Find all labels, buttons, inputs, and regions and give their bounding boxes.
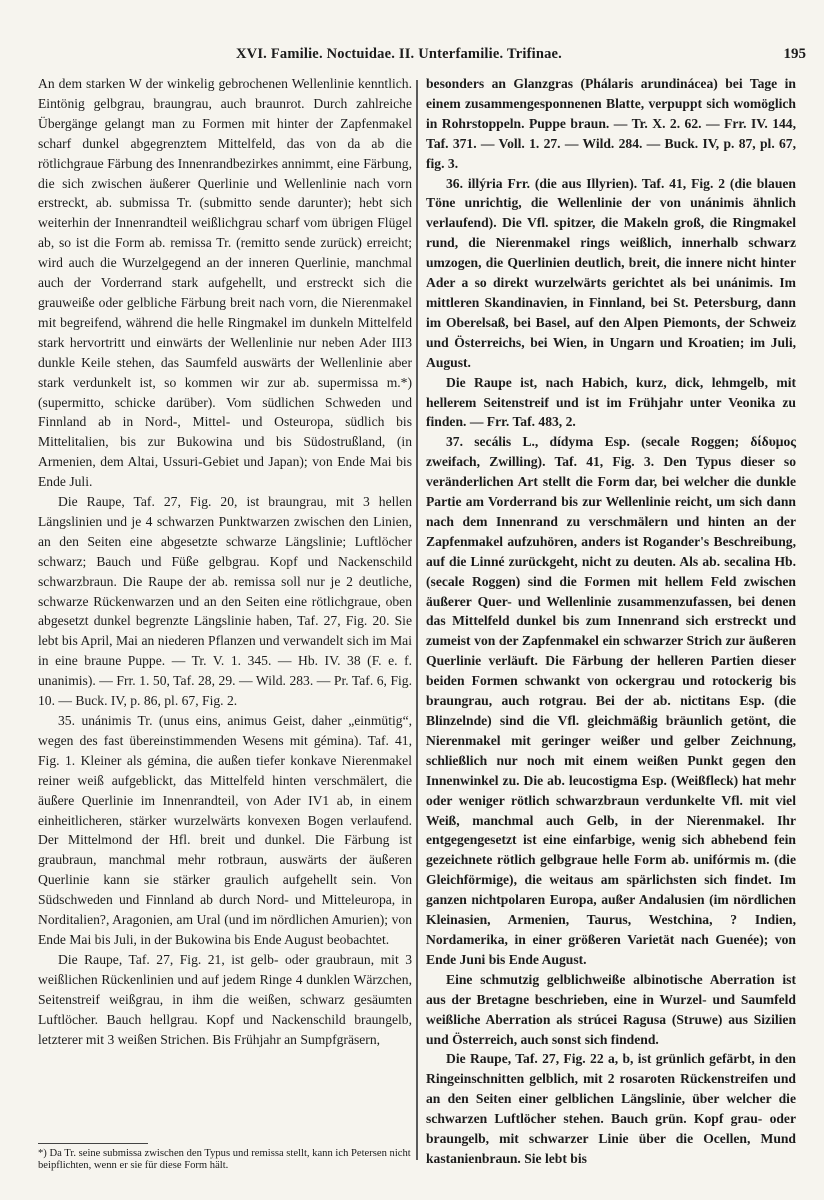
right-paragraph-1: besonders an Glanzgras (Phálaris arundinácea) bei Tage in einem zusammengesponnenen Blatte, verpuppt sich womöglich in Rohrstoppeln. Puppe braun. — Tr. X. 2. 62. — Frr. IV. 144, Taf. 371. — Voll. 1. 27. — Wild. 284. — Buck. IV, p. 87, pl. 67, fig. 3. <box>426 76 796 171</box>
page-number: 195 <box>783 46 806 62</box>
left-paragraph-2: Die Raupe, Taf. 27, Fig. 20, ist braungrau, mit 3 hellen Längslinien und je 4 schwarzen Punktwarzen zwischen den Linien, an den Seiten eine abgesetzte schwarze Längslinie; Luftlöcher schwarz; Bauch und Füße gelbgrau. Kopf und Nackenschild schwarzbraun. Die Raupe der ab. remissa soll nur je 2 deutliche, schwarze Rückenwarzen und an den Seiten eine rötlichgraue, oben abgesetzt dunkel begrenzte Längslinie haben, Taf. 27, Fig. 20. Sie lebt bis April, Mai an niederen Pflanzen und verwandelt sich im Mai in eine braune Puppe. — Tr. V. 1. 345. — Hb. IV. 38 (F. e. f. unanimis). — Frr. 1. 50, Taf. 28, 29. — Wild. 283. — Pr. Taf. 6, Fig. 10. — Buck. IV, p. 86, pl. 67, Fig. 2. <box>38 494 412 709</box>
left-paragraph-3: 35. unánimis Tr. (unus eins, animus Geist, daher „einmütig“, wegen des fast übereinstimmenden Wesens mit gémina). Taf. 41, Fig. 1. Kleiner als gémina, die außen tiefer konkave Nierenmakel reiner weiß aufgeblickt, das Mittelfeld hinten verschmälert, die äußere Querlinie im Innenrandteil, von Ader IV1 ab, in einem einheitlicheren, stärker wurzelwärts konvexen Bogen verlaufend. Der Mittelmond der Hfl. breit und dunkel. Die Färbung ist graubraun, manchmal mehr rotbraun, auswärts der äußeren Querlinie kann sie stärker graulich aufgehellt sein. Von Südschweden und Finnland ab durch Nord- und Mitteleuropa, in Norditalien?, Aragonien, am Ural (und im nördlichen Amurien); von Ende Mai bis Juli, in der Bukowina bis Ende August beobachtet. <box>38 713 412 947</box>
right-paragraph-6: Die Raupe, Taf. 27, Fig. 22 a, b, ist grünlich gefärbt, in den Ringeinschnitten gelblich, mit 2 rosaroten Rückenstreifen und an den Seiten einer gelblichen Längslinie, über welcher die schwarzen Luftlöcher stehen. Bauch grün. Kopf grau- oder braungelb, mit schwarzer Linie über die Ocellen, Mund kastanienbraun. Sie lebt bis <box>426 1051 796 1166</box>
left-paragraph-1: An dem starken W der winkelig gebrochenen Wellenlinie kenntlich. Eintönig gelbgrau, braungrau, auch braunrot. Durch zahlreiche Übergänge gelangt man zu Formen mit hinter der Zapfenmakel scharf dunkel abgegrenztem Mittelfeld, das von da ab die rötlichgraue Färbung des Innenrandbezirkes annimmt, eine Färbung, die sich zwischen äußerer Querlinie und Wellenlinie nach vorn erstreckt, ab. submissa Tr. (submitto sende darunter); hebt sich weiterhin der Innenrandteil weißlichgrau scharf vom übrigen Flügel ab, so ist die Form ab. remissa Tr. (remitto sende zurück) erreicht; wird auch die Wurzelgegend an der inneren Querlinie, manchmal auch der Vorderrand stark aufgehellt, und erstreckt sich die grauweiße oder gelbliche Färbung breit nach vorn, die Nierenmakel mit begreifend, während die helle Ringmakel im dunkeln Mittelfeld stark hervortritt und einwärts der Wellenlinie nur neben Ader III3 dunkle Keile stehen, das Saumfeld auswärts der Wellenlinie aber stark verdunkelt ist, so kommen wir zur ab. supermissa m.*) (supermitto, schicke darüber). Vom südlichen Schweden und Finnland ab in Nord-, Mittel- und Osteuropa, südlich bis Mittelitalien, bis zur Bukowina und bis Südostrußland, (in Armenien, dem Altai, Ussuri-Gebiet und Japan); von Ende Mai bis Ende Juli. <box>38 76 412 490</box>
right-paragraph-3: Die Raupe ist, nach Habich, kurz, dick, lehmgelb, mit hellerem Seitenstreif und ist im Frühjahr unter Veonika zu finden. — Frr. Taf. 483, 2. <box>426 374 796 430</box>
footnote: *) Da Tr. seine submissa zwischen den Typus und remissa stellt, kann ich Petersen nicht beipflichten, wenn er sie für diese Form hält. <box>38 1148 411 1171</box>
right-column <box>426 74 796 1169</box>
footnote-rule <box>38 1143 148 1144</box>
column-divider <box>416 80 418 1160</box>
left-paragraph-4: Die Raupe, Taf. 27, Fig. 21, ist gelb- oder graubraun, mit 3 weißlichen Rückenlinien und auf jedem Ringe 4 dunklen Wärzchen, Seitenstreif weißgrau, in ihm die weißen, schwarz gesäumten Luftlöcher. Bauch hellgrau. Kopf und Nackenschild braungelb, letzterer mit 3 weißen Strichen. Bis Frühjahr an Sumpfgräsern, <box>38 951 412 1047</box>
right-paragraph-4: 37. secális L., dídyma Esp. (secale Roggen; δίδυμος zweifach, Zwilling). Taf. 41, Fig. 3. Den Typus dieser so veränderlichen Art stellt die Form dar, bei welcher die dunkle Partie am Vorderrand bis zur Wellenlinie reicht, um sich dann nach dem Innenrand zu verschmälern und hinten an der Zapfenmakel aufzuhören, anders ist Rogander's Beschreibung, auf die Linné zurückgeht, nicht zu deuten. Als ab. secalina Hb. (secale Roggen) sind die Formen mit hellem Feld zwischen äußerer Quer- und Wellenlinie zusammenzufassen, bei denen das Mittelfeld dunkel bis zum Innenrand sich erstreckt und zumeist von der Zapfenmakel ein schwarzer Strich zur äußeren Querlinie verläuft. Die Färbung der helleren Partien dieser beiden Formen schwankt von ockergrau und rotockerig bis braungrau, auch rotgrau. Bei der ab. nictitans Esp. (die Blinzelnde) sind die Vfl. gleichmäßig bräunlich getönt, die Nierenmakel mit geringer weißer und gelber Zeichnung, schließlich nur noch mit einem weißen Punkt gegen den Innenwinkel zu. Die ab. leucostigma Esp. (Weißfleck) hat mehr oder weniger rötlich schwarzbraun verdunkelte Vfl. mit viel Weiß, manchmal auch Gelb, in der Nierenmakel. Ihr entgegengesetzt ist eine einfarbige, wenig sich abhebend fein gezeichnete rötlich gelbgraue helle Form ab. unifórmis m. (die Gleichförmige), die weitaus am spärlichsten sich findet. Im ganzen nichtpolaren Europa, außer Andalusien (im nördlichen Kleinasien, Armenien, Taurus, Westchina, ? Indien, Nordamerika, in einer größeren Varietät nach Guenée); von Ende Juni bis Ende August. <box>426 434 796 967</box>
header-title: XVI. Familie. Noctuidae. II. Unterfamilie. Trifinae. <box>236 46 563 62</box>
right-paragraph-5: Eine schmutzig gelblichweiße albinotische Aberration ist aus der Bretagne beschrieben, eine in Wurzel- und Saumfeld weißliche Aberration als strúcei Ragusa (Struwe) aus Sizilien und Österreich, auch sonst sich findend. <box>426 971 796 1047</box>
left-column <box>38 74 412 1049</box>
right-paragraph-2: 36. illýria Frr. (die aus Illyrien). Taf. 41, Fig. 2 (die blauen Töne unrichtig, die Wellenlinie der von unánimis ähnlich verlaufend). Die Vfl. spitzer, die Makeln groß, die Ringmakel rund, die Nierenmakel rings weißlich, innerhalb schwarz umzogen, die Querlinien deutlich, breit, die innere nicht hinter Ader a so direkt wurzelwärts gerichtet als bei unánimis. Im mittleren Skandinavien, in Finnland, bei St. Petersburg, dann im Oberelsaß, bei Basel, auf den Alpen Piemonts, der Schweiz und Österreichs, bei Wien, in Ungarn und Kroatien; im Juli, August. <box>426 175 796 370</box>
running-header <box>36 44 806 66</box>
